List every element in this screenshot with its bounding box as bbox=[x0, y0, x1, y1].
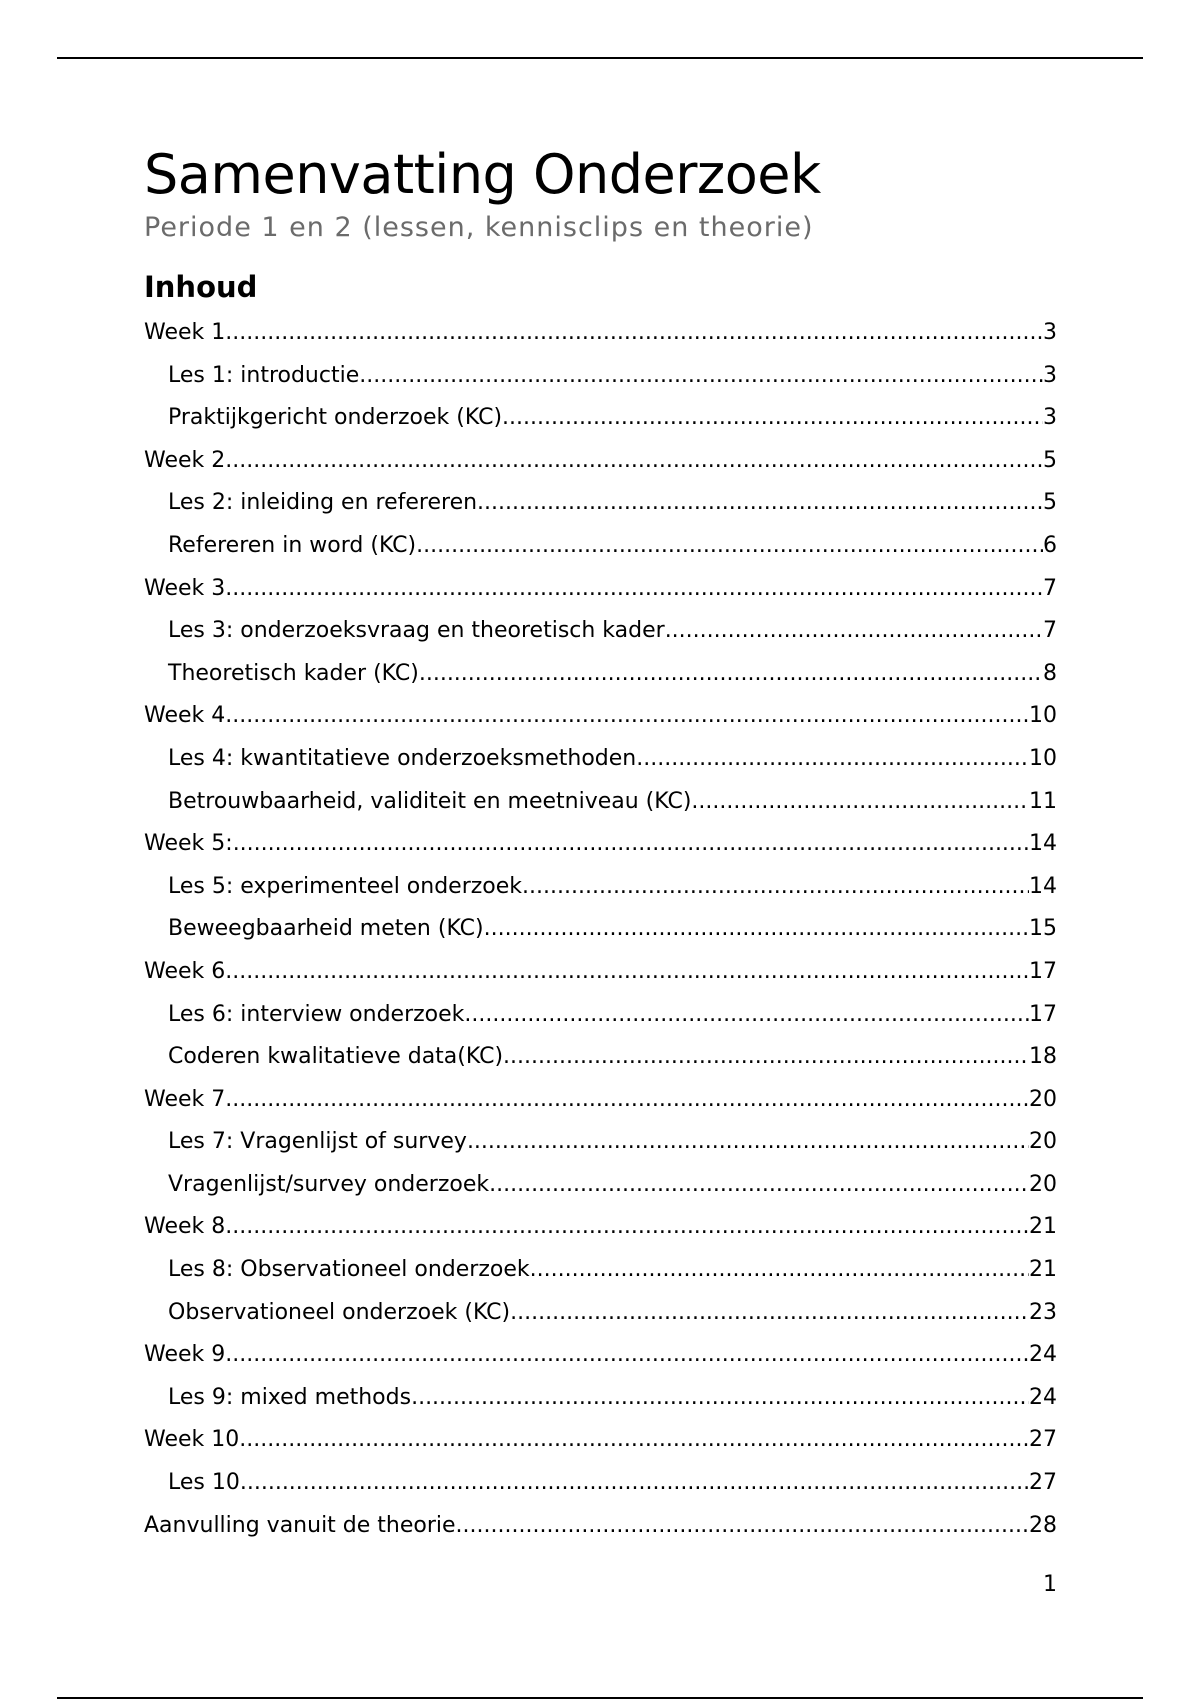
toc-entry-les-9[interactable] bbox=[144, 1377, 1057, 1420]
toc-entry-page: 17 bbox=[1029, 958, 1057, 984]
toc-entry-les-1[interactable] bbox=[144, 355, 1057, 398]
toc-entry-les-10[interactable] bbox=[144, 1462, 1057, 1505]
toc-entry-label: Week 10 bbox=[144, 1427, 240, 1453]
toc-dot-leader bbox=[225, 951, 1029, 994]
toc-entry-week-10[interactable] bbox=[144, 1419, 1057, 1462]
toc-entry-betrouwbaarheid[interactable] bbox=[144, 781, 1057, 824]
toc-entry-label: Praktijkgericht onderzoek (KC) bbox=[168, 405, 503, 431]
toc-entry-label: Week 9 bbox=[144, 1342, 226, 1368]
toc-entry-page: 7 bbox=[1043, 575, 1057, 601]
toc-entry-week-5[interactable] bbox=[144, 823, 1057, 866]
toc-entry-les-5[interactable] bbox=[144, 866, 1057, 909]
toc-entry-coderen[interactable] bbox=[144, 1036, 1057, 1079]
toc-entry-label: Week 4 bbox=[144, 703, 226, 729]
toc-entry-label: Theoretisch kader (KC) bbox=[168, 660, 419, 686]
toc-entry-week-8[interactable] bbox=[144, 1206, 1057, 1249]
toc-entry-page: 5 bbox=[1043, 490, 1057, 516]
toc-entry-week-1[interactable] bbox=[144, 312, 1057, 355]
toc-dot-leader bbox=[225, 1079, 1029, 1122]
toc-entry-vragenlijst[interactable] bbox=[144, 1164, 1057, 1207]
document-title: Samenvatting Onderzoek bbox=[144, 143, 821, 206]
toc-entry-week-9[interactable] bbox=[144, 1334, 1057, 1377]
toc-dot-leader bbox=[530, 1249, 1029, 1292]
toc-entry-week-7[interactable] bbox=[144, 1079, 1057, 1122]
toc-entry-label: Week 3 bbox=[144, 575, 226, 601]
toc-entry-label: Coderen kwalitatieve data(KC) bbox=[168, 1044, 504, 1070]
toc-dot-leader bbox=[225, 440, 1043, 483]
toc-entry-label: Week 6 bbox=[144, 958, 226, 984]
toc-entry-label: Les 2: inleiding en refereren bbox=[168, 490, 478, 516]
document-subtitle: Periode 1 en 2 (lessen, kennisclips en theorie) bbox=[144, 212, 814, 243]
toc-entry-praktijkgericht[interactable] bbox=[144, 397, 1057, 440]
toc-dot-leader bbox=[359, 355, 1043, 398]
toc-entry-observationeel[interactable] bbox=[144, 1292, 1057, 1335]
toc-entry-beweegbaarheid[interactable] bbox=[144, 908, 1057, 951]
toc-entry-aanvulling[interactable] bbox=[144, 1505, 1057, 1548]
toc-entry-label: Les 10 bbox=[168, 1470, 240, 1496]
toc-entry-page: 27 bbox=[1029, 1470, 1057, 1496]
document-page bbox=[144, 140, 1057, 1547]
toc-entry-week-2[interactable] bbox=[144, 440, 1057, 483]
toc-entry-page: 5 bbox=[1043, 447, 1057, 473]
toc-entry-page: 10 bbox=[1029, 703, 1057, 729]
toc-entry-label: Les 5: experimenteel onderzoek bbox=[168, 873, 523, 899]
toc-entry-page: 18 bbox=[1029, 1044, 1057, 1070]
toc-entry-label: Betrouwbaarheid, validiteit en meetniveau (KC) bbox=[168, 788, 692, 814]
table-of-contents bbox=[144, 312, 1057, 1547]
toc-dot-leader bbox=[225, 1206, 1029, 1249]
toc-entry-label: Vragenlijst/survey onderzoek bbox=[168, 1171, 490, 1197]
toc-dot-leader bbox=[489, 1164, 1029, 1207]
toc-entry-page: 10 bbox=[1029, 745, 1057, 771]
toc-entry-label: Les 1: introductie bbox=[168, 362, 360, 388]
toc-dot-leader bbox=[477, 482, 1043, 525]
toc-entry-page: 20 bbox=[1029, 1171, 1057, 1197]
toc-entry-page: 17 bbox=[1029, 1001, 1057, 1027]
toc-entry-label: Week 2 bbox=[144, 447, 226, 473]
toc-entry-label: Les 7: Vragenlijst of survey bbox=[168, 1129, 467, 1155]
toc-entry-page: 24 bbox=[1029, 1384, 1057, 1410]
toc-dot-leader bbox=[691, 781, 1029, 824]
footer-rule bbox=[57, 1697, 1143, 1699]
toc-entry-les-8[interactable] bbox=[144, 1249, 1057, 1292]
toc-dot-leader bbox=[467, 1121, 1029, 1164]
toc-entry-page: 11 bbox=[1029, 788, 1057, 814]
toc-entry-label: Beweegbaarheid meten (KC) bbox=[168, 916, 484, 942]
toc-dot-leader bbox=[416, 525, 1043, 568]
toc-entry-page: 24 bbox=[1029, 1342, 1057, 1368]
toc-entry-label: Observationeel onderzoek (KC) bbox=[168, 1299, 511, 1325]
toc-entry-label: Week 7 bbox=[144, 1086, 226, 1112]
toc-entry-page: 7 bbox=[1043, 618, 1057, 644]
toc-dot-leader bbox=[503, 1036, 1029, 1079]
toc-entry-label: Les 8: Observationeel onderzoek bbox=[168, 1257, 530, 1283]
toc-entry-page: 20 bbox=[1029, 1086, 1057, 1112]
toc-entry-page: 8 bbox=[1043, 660, 1057, 686]
page-number: 1 bbox=[1043, 1572, 1057, 1597]
toc-entry-label: Les 3: onderzoeksvraag en theoretisch kader bbox=[168, 618, 665, 644]
toc-entry-page: 3 bbox=[1043, 320, 1057, 345]
toc-dot-leader bbox=[225, 695, 1029, 738]
toc-dot-leader bbox=[502, 397, 1043, 440]
toc-dot-leader bbox=[636, 738, 1029, 781]
toc-entry-week-3[interactable] bbox=[144, 568, 1057, 611]
toc-dot-leader bbox=[225, 568, 1043, 611]
toc-entry-label: Les 4: kwantitatieve onderzoeksmethoden bbox=[168, 745, 637, 771]
toc-entry-week-4[interactable] bbox=[144, 695, 1057, 738]
toc-dot-leader bbox=[411, 1377, 1029, 1420]
toc-entry-label: Week 8 bbox=[144, 1214, 226, 1240]
toc-heading: Inhoud bbox=[144, 270, 258, 304]
toc-entry-page: 21 bbox=[1029, 1214, 1057, 1240]
toc-entry-page: 15 bbox=[1029, 916, 1057, 942]
toc-dot-leader bbox=[665, 610, 1043, 653]
toc-entry-les-6[interactable] bbox=[144, 994, 1057, 1037]
toc-dot-leader bbox=[522, 866, 1029, 909]
toc-entry-page: 14 bbox=[1029, 831, 1057, 857]
toc-entry-page: 3 bbox=[1043, 362, 1057, 388]
toc-entry-label: Week 1 bbox=[144, 320, 226, 345]
toc-dot-leader bbox=[419, 653, 1043, 696]
toc-entry-page: 28 bbox=[1029, 1512, 1057, 1538]
toc-entry-page: 20 bbox=[1029, 1129, 1057, 1155]
toc-dot-leader bbox=[510, 1292, 1029, 1335]
toc-entry-les-2[interactable] bbox=[144, 482, 1057, 525]
toc-dot-leader bbox=[484, 908, 1029, 951]
toc-entry-label: Les 9: mixed methods bbox=[168, 1384, 412, 1410]
toc-entry-week-6[interactable] bbox=[144, 951, 1057, 994]
toc-entry-page: 6 bbox=[1043, 532, 1057, 558]
toc-entry-page: 3 bbox=[1043, 405, 1057, 431]
toc-dot-leader bbox=[239, 1419, 1029, 1462]
toc-entry-page: 27 bbox=[1029, 1427, 1057, 1453]
toc-entry-label: Week 5: bbox=[144, 831, 233, 857]
toc-dot-leader bbox=[225, 1334, 1029, 1377]
toc-entry-label: Aanvulling vanuit de theorie bbox=[144, 1512, 456, 1538]
toc-dot-leader bbox=[233, 823, 1029, 866]
toc-entry-label: Refereren in word (KC) bbox=[168, 532, 417, 558]
toc-dot-leader bbox=[225, 312, 1043, 355]
toc-dot-leader bbox=[456, 1505, 1029, 1548]
toc-entry-page: 14 bbox=[1029, 873, 1057, 899]
toc-entry-theoretisch-kader[interactable] bbox=[144, 653, 1057, 696]
toc-dot-leader bbox=[240, 1462, 1029, 1505]
header-rule bbox=[57, 57, 1143, 59]
toc-entry-les-4[interactable] bbox=[144, 738, 1057, 781]
toc-entry-page: 23 bbox=[1029, 1299, 1057, 1325]
toc-entry-refereren[interactable] bbox=[144, 525, 1057, 568]
toc-entry-les-3[interactable] bbox=[144, 610, 1057, 653]
toc-entry-label: Les 6: interview onderzoek bbox=[168, 1001, 465, 1027]
toc-dot-leader bbox=[464, 994, 1029, 1037]
toc-entry-page: 21 bbox=[1029, 1257, 1057, 1283]
toc-entry-les-7[interactable] bbox=[144, 1121, 1057, 1164]
